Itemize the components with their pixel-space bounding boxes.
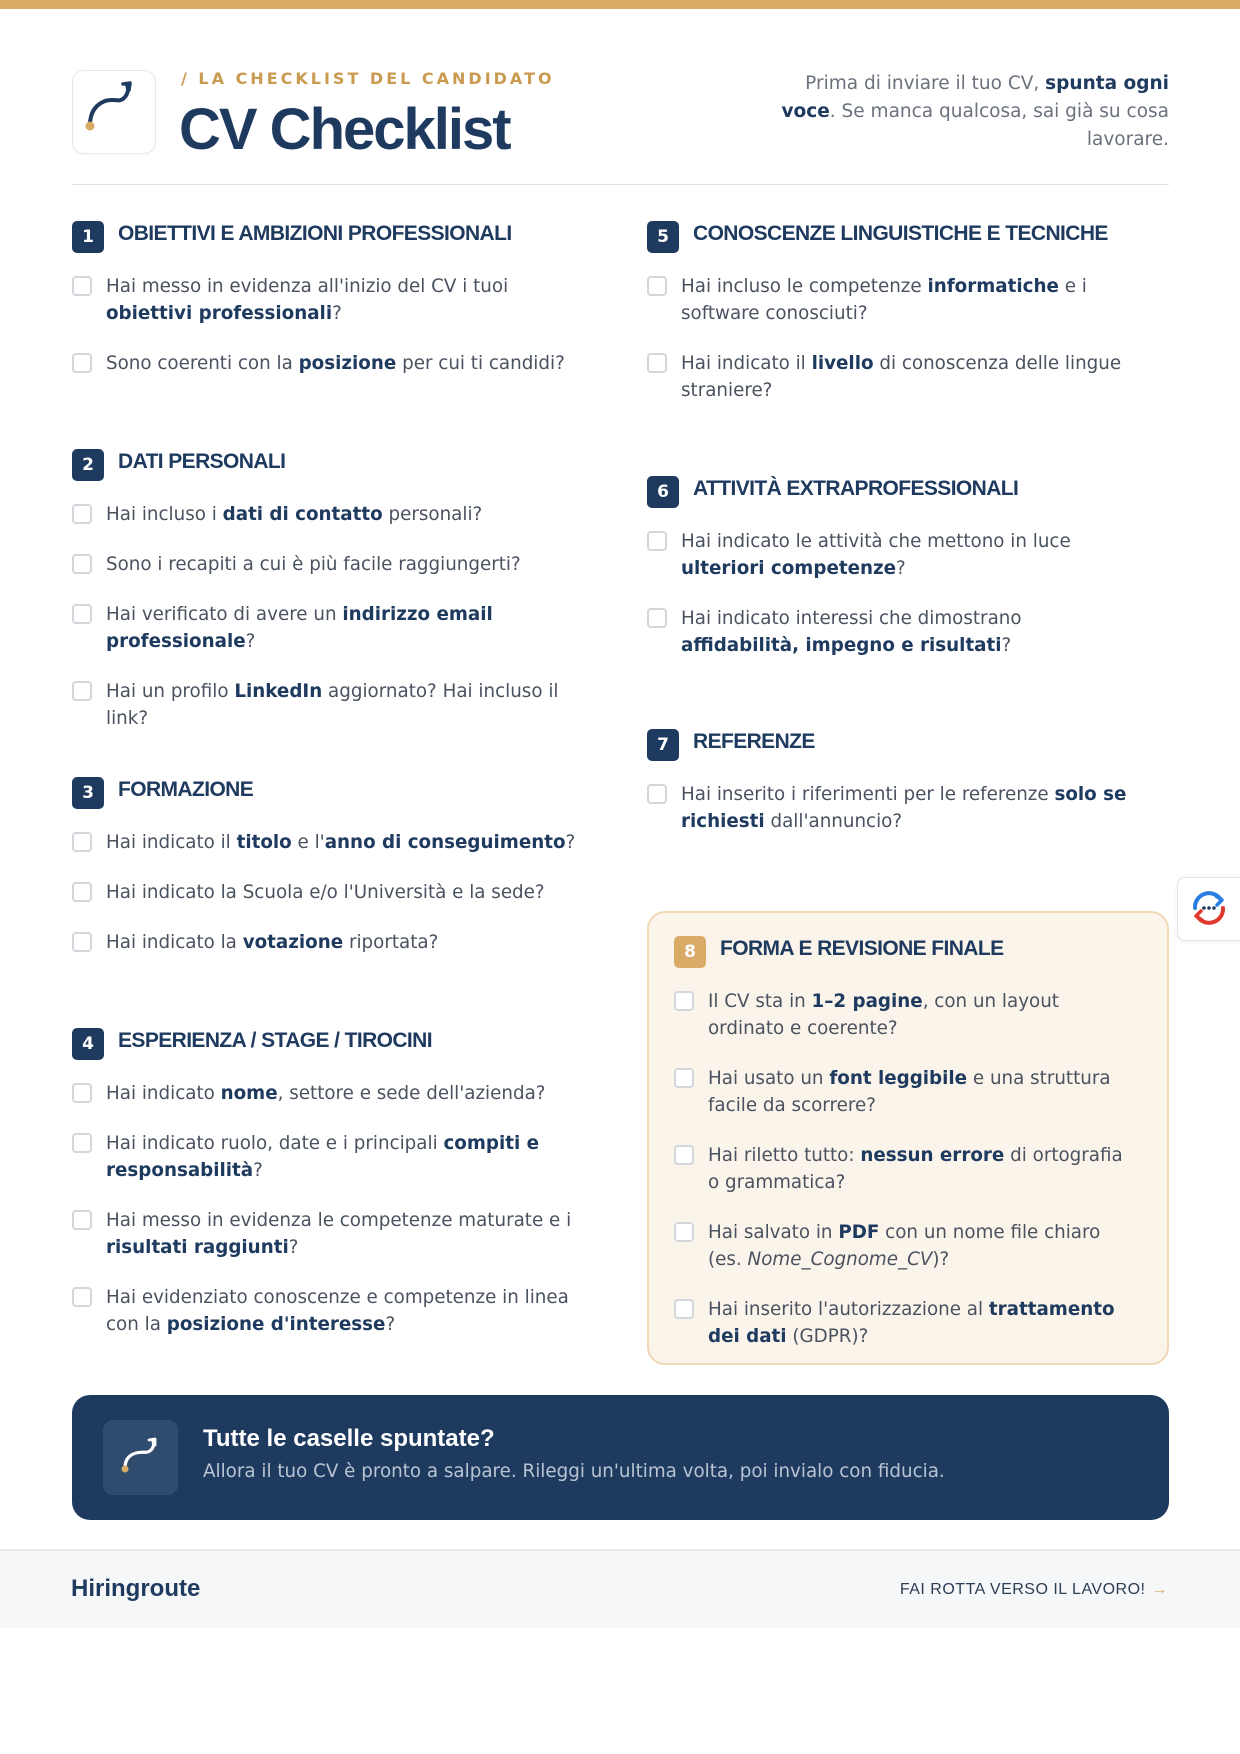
text-segment: Hai indicato la <box>106 932 243 953</box>
checkbox[interactable] <box>72 882 92 902</box>
text-segment: Hai indicato le attività che mettono in luce <box>681 531 1071 552</box>
checklist-item-text <box>681 781 1127 835</box>
text-segment: dall'annuncio? <box>764 811 903 832</box>
text-segment: e i software conosciuti? <box>681 276 1087 324</box>
cta-text: Allora il tuo CV è pronto a salpare. Rileggi un'ultima volta, poi invialo con fiducia. <box>203 1461 945 1482</box>
text-segment: riportata? <box>343 932 439 953</box>
checklist-item-text <box>106 929 438 956</box>
route-icon <box>103 1420 178 1495</box>
section-header <box>72 1027 592 1060</box>
cta-banner <box>72 1395 1169 1520</box>
section-languages-tech <box>647 220 1127 427</box>
emphasis-text: 1–2 pagine <box>811 991 923 1012</box>
text-segment: Sono i recapiti a cui è più facile raggiungerti? <box>106 554 521 575</box>
checklist-item <box>647 605 1127 659</box>
emphasis-text: posizione <box>298 353 397 374</box>
checklist-item <box>674 988 1139 1042</box>
checkbox[interactable] <box>647 608 667 628</box>
text-segment: ? <box>253 1160 263 1181</box>
emphasis-text: LinkedIn <box>234 681 323 702</box>
text-segment: personali? <box>382 504 483 525</box>
checklist-item-text <box>106 601 592 655</box>
text-segment: Hai indicato la Scuola e/o l'Università e la sede? <box>106 882 545 903</box>
section-header <box>674 935 1139 968</box>
emphasis-text: livello <box>811 353 874 374</box>
checklist-item-text <box>681 273 1127 327</box>
checklist-item-text <box>681 350 1127 404</box>
section-education <box>72 776 592 979</box>
section-title: FORMAZIONE <box>118 778 254 801</box>
text-segment: Hai indicato interessi che dimostrano <box>681 608 1022 629</box>
text-segment: di conoscenza delle lingue straniere? <box>681 353 1122 401</box>
section-title: OBIETTIVI E AMBIZIONI PROFESSIONALI <box>118 222 512 245</box>
checklist-item <box>72 829 592 856</box>
emphasis-text: solo se richiesti <box>681 784 1127 832</box>
text-segment: . Se manca qualcosa, sai già su cosa lavorare. <box>829 101 1169 150</box>
text-segment: Hai evidenziato conoscenze e competenze in linea con la <box>106 1287 569 1335</box>
top-accent-bar <box>0 0 1240 9</box>
emphasis-text: risultati raggiunti <box>106 1237 289 1258</box>
checklist-item <box>647 350 1127 404</box>
text-segment: Hai indicato ruolo, date e i principali <box>106 1133 444 1154</box>
checkbox[interactable] <box>72 554 92 574</box>
checklist-item <box>647 781 1127 835</box>
text-segment: Hai incluso le competenze <box>681 276 928 297</box>
text-segment: , settore e sede dell'azienda? <box>277 1083 546 1104</box>
checkbox[interactable] <box>72 353 92 373</box>
checkbox[interactable] <box>72 932 92 952</box>
text-segment: per cui ti candidi? <box>396 353 565 374</box>
text-segment: con un nome file chiaro (es. <box>708 1222 1101 1270</box>
route-logo <box>72 70 156 154</box>
text-segment: Hai indicato <box>106 1083 221 1104</box>
checkbox[interactable] <box>72 276 92 296</box>
text-segment: e l' <box>291 832 325 853</box>
text-segment: Hai inserito l'autorizzazione al <box>708 1299 989 1320</box>
section-number-badge: 1 <box>72 221 104 253</box>
text-segment: e una struttura facile da scorrere? <box>708 1068 1111 1116</box>
sync-arrows-icon <box>1187 886 1231 930</box>
checklist-item <box>72 350 592 377</box>
checklist-item-text <box>106 879 545 906</box>
section-header <box>647 728 1127 761</box>
text-segment: ? <box>565 832 576 853</box>
section-number-badge: 8 <box>674 936 706 968</box>
text-segment: )? <box>932 1249 950 1270</box>
checklist-item <box>72 551 592 578</box>
section-experience <box>72 1027 592 1361</box>
route-logo-icon <box>73 71 155 153</box>
checklist-item <box>674 1065 1139 1119</box>
checklist-item <box>674 1142 1139 1196</box>
checklist-item <box>72 1284 592 1338</box>
text-segment: ? <box>385 1314 396 1335</box>
checklist-item-text <box>708 988 1139 1042</box>
intro-text <box>769 70 1169 154</box>
section-number-badge: 3 <box>72 777 104 809</box>
checklist-item-text <box>106 273 592 327</box>
checklist-item <box>72 1207 592 1261</box>
checkbox[interactable] <box>72 504 92 524</box>
checklist-item <box>72 601 592 655</box>
text-segment: Hai messo in evidenza all'inizio del CV i tuoi <box>106 276 509 297</box>
section-final-review <box>674 935 1139 1373</box>
translate-widget-button[interactable] <box>1177 877 1240 941</box>
brand-name: Hiringroute <box>71 1575 201 1602</box>
italic-text: Nome_Cognome_CV <box>747 1249 933 1270</box>
checkbox[interactable] <box>674 1222 694 1242</box>
text-segment: Hai riletto tutto: <box>708 1145 861 1166</box>
checklist-item <box>72 929 592 956</box>
emphasis-text: titolo <box>236 832 292 853</box>
text-segment: Hai salvato in <box>708 1222 839 1243</box>
section-header <box>647 220 1127 253</box>
checkbox[interactable] <box>72 1210 92 1230</box>
eyebrow-label: / LA CHECKLIST DEL CANDIDATO <box>181 69 555 88</box>
checklist-item-text <box>681 605 1127 659</box>
checklist-item <box>72 1130 592 1184</box>
text-segment: di ortografia o grammatica? <box>708 1145 1123 1193</box>
text-segment: Hai messo in evidenza le competenze maturate e i <box>106 1210 572 1231</box>
checkbox[interactable] <box>647 276 667 296</box>
checklist-item <box>674 1296 1139 1350</box>
checklist-item-text <box>106 1207 592 1261</box>
checkbox[interactable] <box>647 784 667 804</box>
checklist-item-text <box>106 350 565 377</box>
section-personal-data <box>72 448 592 755</box>
checklist-item <box>72 501 592 528</box>
checklist-item <box>72 273 592 327</box>
checklist-item <box>72 879 592 906</box>
section-number-badge: 7 <box>647 729 679 761</box>
checklist-item-text <box>106 1284 592 1338</box>
text-segment: ? <box>1001 635 1012 656</box>
emphasis-text: font leggibile <box>829 1068 968 1089</box>
text-segment: Hai verificato di avere un <box>106 604 343 625</box>
checkbox[interactable] <box>72 604 92 624</box>
cta-title: Tutte le caselle spuntate? <box>203 1425 495 1452</box>
checkbox[interactable] <box>72 681 92 701</box>
checklist-item-text <box>106 829 575 856</box>
emphasis-text: PDF <box>838 1222 880 1243</box>
text-segment: ? <box>245 631 256 652</box>
checkbox[interactable] <box>72 1083 92 1103</box>
text-segment: Hai indicato il <box>681 353 812 374</box>
footer <box>0 1549 1240 1628</box>
text-segment: Hai inserito i riferimenti per le referenze <box>681 784 1055 805</box>
emphasis-text: spunta ogni voce <box>781 73 1169 122</box>
section-number-badge: 4 <box>72 1028 104 1060</box>
header-divider <box>72 184 1169 185</box>
text-segment: , con un layout ordinato e coerente? <box>708 991 1059 1039</box>
checklist-item-text <box>708 1065 1139 1119</box>
text-segment: Prima di inviare il tuo CV, <box>805 73 1046 94</box>
emphasis-text: indirizzo email professionale <box>106 604 493 652</box>
section-number-badge: 5 <box>647 221 679 253</box>
emphasis-text: trattamento dei dati <box>708 1299 1115 1347</box>
emphasis-text: nessun errore <box>860 1145 1005 1166</box>
emphasis-text: dati di contatto <box>222 504 383 525</box>
section-title: ESPERIENZA / STAGE / TIROCINI <box>118 1029 432 1052</box>
checkbox[interactable] <box>72 1133 92 1153</box>
checklist-item <box>72 678 592 732</box>
checkbox[interactable] <box>674 1299 694 1319</box>
emphasis-text: nome <box>220 1083 278 1104</box>
section-header <box>72 448 592 481</box>
section-title: DATI PERSONALI <box>118 450 286 473</box>
checkbox[interactable] <box>647 353 667 373</box>
text-segment: Il CV sta in <box>708 991 812 1012</box>
checklist-item-text <box>681 528 1127 582</box>
checklist-item-text <box>106 678 592 732</box>
arrow-right-icon: → <box>1151 1581 1168 1598</box>
checkbox[interactable] <box>674 1145 694 1165</box>
checklist-item-text <box>106 1130 592 1184</box>
text-segment: (GDPR)? <box>786 1326 869 1347</box>
section-header <box>72 776 592 809</box>
checkbox[interactable] <box>647 531 667 551</box>
checklist-item-text <box>106 501 482 528</box>
text-segment: Sono coerenti con la <box>106 353 299 374</box>
checklist-item-text <box>708 1142 1139 1196</box>
emphasis-text: ulteriori competenze <box>681 558 897 579</box>
checkbox[interactable] <box>674 1068 694 1088</box>
section-title: FORMA E REVISIONE FINALE <box>720 937 1004 960</box>
checklist-item-text <box>106 1080 545 1107</box>
section-title: REFERENZE <box>693 730 815 753</box>
checkbox[interactable] <box>72 1287 92 1307</box>
section-references <box>647 728 1127 858</box>
checklist-item <box>647 528 1127 582</box>
text-segment: ? <box>896 558 906 579</box>
emphasis-text: votazione <box>242 932 344 953</box>
section-extra-activities <box>647 475 1127 682</box>
text-segment: Hai un profilo <box>106 681 235 702</box>
final-review-card <box>647 911 1169 1365</box>
checklist-item-text <box>106 551 521 578</box>
section-title: CONOSCENZE LINGUISTICHE E TECNICHE <box>693 222 1108 245</box>
section-title: ATTIVITÀ EXTRAPROFESSIONALI <box>693 477 1019 500</box>
text-segment: ? <box>288 1237 299 1258</box>
tagline <box>900 1581 1168 1599</box>
checklist-item <box>674 1219 1139 1273</box>
section-header <box>647 475 1127 508</box>
tagline-text: FAI ROTTA VERSO IL LAVORO! <box>899 1581 1146 1598</box>
emphasis-text: affidabilità, impegno e risultati <box>681 635 1002 656</box>
emphasis-text: informatiche <box>927 276 1059 297</box>
text-segment: Hai incluso i <box>106 504 223 525</box>
text-segment: Hai indicato il <box>106 832 237 853</box>
text-segment: aggiornato? Hai incluso il link? <box>106 681 559 729</box>
checklist-item <box>647 273 1127 327</box>
text-segment: Hai usato un <box>708 1068 830 1089</box>
emphasis-text: anno di conseguimento <box>324 832 566 853</box>
checklist-item-text <box>708 1219 1139 1273</box>
checklist-item <box>72 1080 592 1107</box>
emphasis-text: posizione d'interesse <box>166 1314 386 1335</box>
section-number-badge: 2 <box>72 449 104 481</box>
page-title: CV Checklist <box>179 97 510 162</box>
checkbox[interactable] <box>72 832 92 852</box>
section-header <box>72 220 592 253</box>
checklist-item-text <box>708 1296 1139 1350</box>
emphasis-text: compiti e responsabilità <box>106 1133 540 1181</box>
section-number-badge: 6 <box>647 476 679 508</box>
checkbox[interactable] <box>674 991 694 1011</box>
section-objectives <box>72 220 592 400</box>
emphasis-text: obiettivi professionali <box>106 303 333 324</box>
text-segment: ? <box>332 303 342 324</box>
